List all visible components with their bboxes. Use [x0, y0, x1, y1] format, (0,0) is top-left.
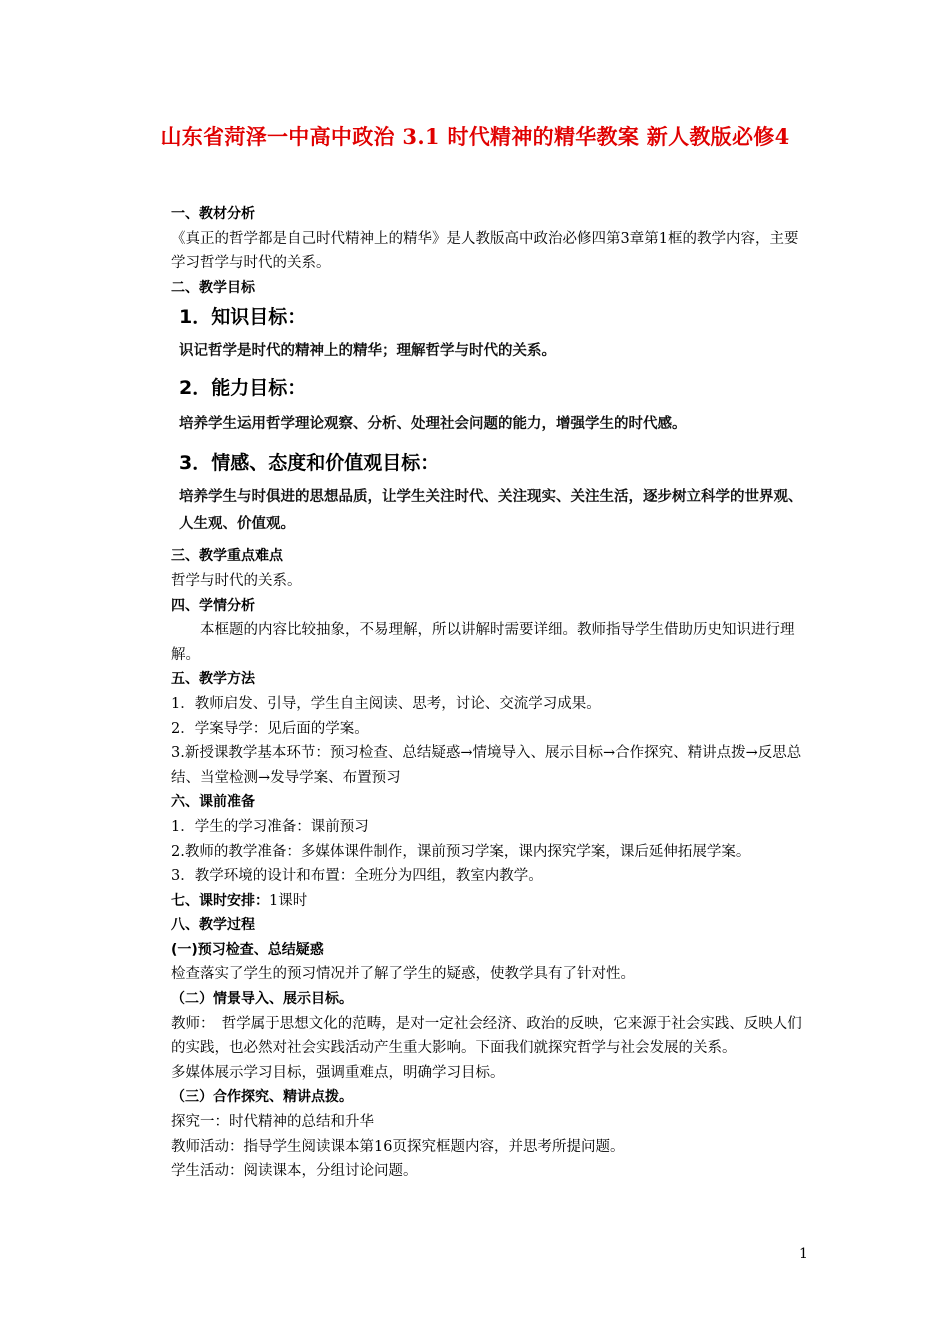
process-heading-3: （三）合作探究、精讲点拨。: [171, 1089, 353, 1106]
section-heading-2: 二、教学目标: [171, 279, 255, 296]
process-heading-2: （二）情景导入、展示目标。: [171, 991, 353, 1008]
prep-item-1: 1．学生的学习准备：课前预习: [171, 818, 369, 835]
process-heading-1: (一)预习检查、总结疑惑: [171, 941, 324, 958]
section-body-3: 哲学与时代的关系。: [171, 572, 302, 589]
section-heading-3: 三、教学重点难点: [171, 548, 283, 565]
process-body-2b: 多媒体展示学习目标，强调重难点，明确学习目标。: [171, 1064, 505, 1081]
prep-item-3: 3．教学环境的设计和布置：全班分为四组，教室内教学。: [171, 868, 543, 885]
process-line-3a: 探究一：时代精神的总结和升华: [171, 1114, 374, 1131]
section-heading-6: 六、课前准备: [171, 794, 255, 811]
section-body-4: 本框题的内容比较抽象，不易理解，所以讲解时需要详细。教师指导学生借助历史知识进行理解。: [171, 622, 795, 663]
process-body-1: 检查落实了学生的预习情况并了解了学生的疑惑，使教学具有了针对性。: [171, 966, 635, 983]
goal-ability-title: 2．能力目标：: [179, 377, 307, 400]
section-heading-7: 七、课时安排：: [171, 892, 269, 909]
class-hours-value: 1课时: [269, 892, 308, 909]
section-heading-8: 八、教学过程: [171, 917, 255, 934]
process-line-3c: 学生活动：阅读课本，分组讨论问题。: [171, 1163, 418, 1180]
goal-emotion-title: 3．情感、态度和价值观目标：: [179, 452, 440, 475]
process-body-2: 教师： 哲学属于思想文化的范畴，是对一定社会经济、政治的反映，它来源于社会实践、反映人们的实践，也必然对社会实践活动产生重大影响。下面我们就探究哲学与社会发展的关系。: [171, 1015, 802, 1057]
section-heading-5: 五、教学方法: [171, 671, 255, 688]
section-body-1: 《真正的哲学都是自己时代精神上的精华》是人教版高中政治必修四第3章第1框的教学内容，主要学习哲学与时代的关系。: [171, 230, 799, 272]
method-item-1: 1．教师启发、引导，学生自主阅读、思考，讨论、交流学习成果。: [171, 695, 601, 712]
section-7-line: [171, 889, 811, 914]
page-number: 1: [799, 1246, 808, 1262]
goal-emotion-body: 培养学生与时俱进的思想品质，让学生关注时代、关注现实、关注生活，逐步树立科学的世界观、人生观、价值观。: [179, 489, 803, 533]
document-title: 山东省菏泽一中高中政治 3.1 时代精神的精华教案 新人教版必修4: [160, 124, 790, 149]
method-item-3: 3.新授课教学基本环节：预习检查、总结疑惑→情境导入、展示目标→合作探究、精讲点拨→反思总结、当堂检测→发导学案、布置预习: [171, 745, 802, 786]
prep-item-2: 2.教师的教学准备：多媒体课件制作，课前预习学案，课内探究学案，课后延伸拓展学案。: [171, 843, 751, 860]
goal-knowledge-body: 识记哲学是时代的精神上的精华；理解哲学与时代的关系。: [179, 343, 556, 360]
document-body: [171, 202, 811, 1184]
method-item-2: 2．学案导学：见后面的学案。: [171, 720, 369, 737]
section-heading-1: 一、教材分析: [171, 206, 255, 222]
section-heading-4: 四、学情分析: [171, 597, 255, 614]
process-line-3b: 教师活动：指导学生阅读课本第16页探究框题内容，并思考所提问题。: [171, 1138, 625, 1155]
goal-knowledge-title: 1．知识目标：: [179, 306, 307, 329]
goal-ability-body: 培养学生运用哲学理论观察、分析、处理社会问题的能力，增强学生的时代感。: [179, 416, 687, 433]
